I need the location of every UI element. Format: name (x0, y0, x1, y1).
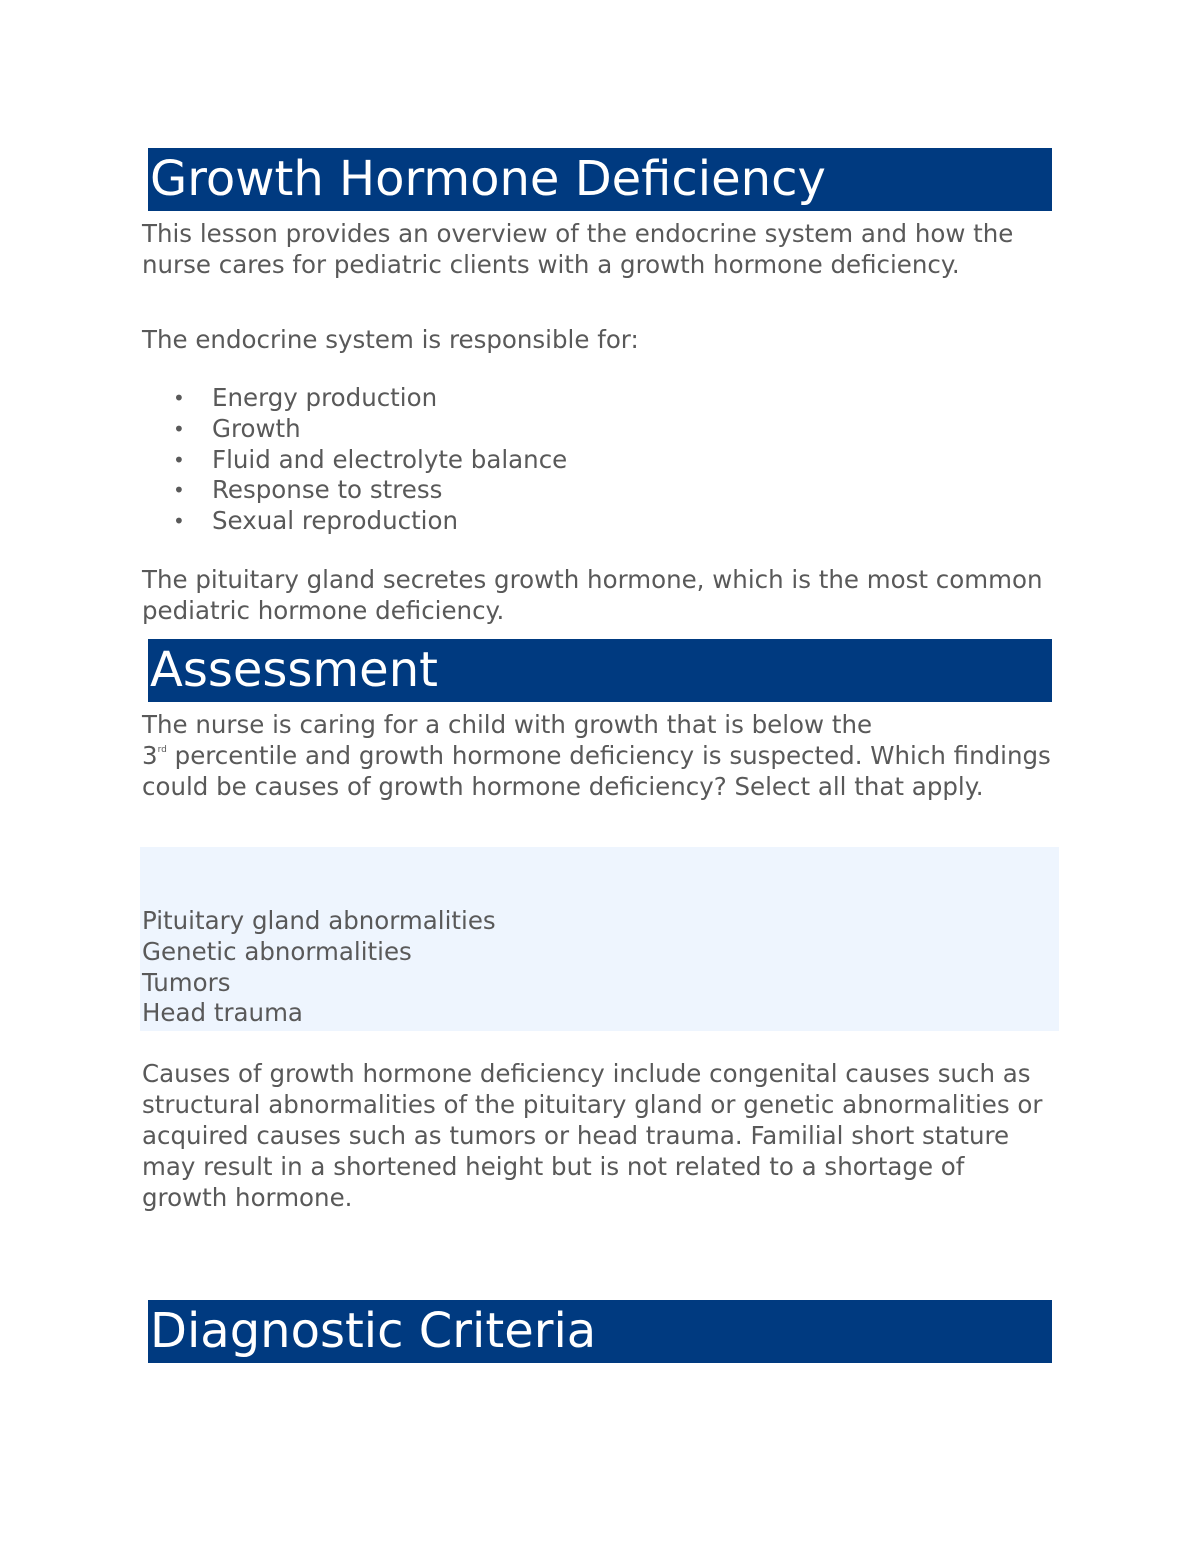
list-item (142, 506, 567, 537)
section-heading-diagnostic-criteria: Diagnostic Criteria (148, 1300, 1052, 1363)
endocrine-functions-list (142, 383, 567, 537)
list-item (142, 414, 567, 445)
question-line-1: The nurse is caring for a child with growth that is below the (142, 710, 873, 739)
section-heading-assessment: Assessment (148, 639, 1052, 702)
assessment-question (142, 709, 1052, 802)
answer-list (142, 906, 496, 1029)
bullet-icon: • (173, 416, 185, 441)
list-item (142, 383, 567, 414)
bullet-icon: • (173, 386, 185, 410)
bullet-icon: • (173, 478, 185, 503)
answer-item: Pituitary gland abnormalities (142, 906, 496, 935)
ordinal-number: 3 (142, 741, 158, 770)
answer-item: Genetic abnormalities (142, 936, 412, 966)
question-rest: percentile and growth hormone deficiency is suspected. Which findings could be causes of growth hormone deficiency? Select all that apply. (142, 741, 1051, 801)
bullet-icon: • (173, 509, 185, 534)
rationale-text: Causes of growth hormone deficiency include congenital causes such as structural abnormalities of the pituitary gland or genetic abnormalities or acquired causes such as tumors or head trauma. Familial short stature may result in a shortened height but is not related to a shortage of growth hormone. (142, 1059, 1043, 1212)
ordinal-suffix: rd (157, 745, 167, 755)
list-item (142, 475, 567, 506)
answer-box (140, 847, 1059, 1031)
list-item-label: Growth (212, 413, 301, 443)
intro-overview-text: This lesson provides an overview of the endocrine system and how the nurse cares for pediatric clients with a growth hormone deficiency. (142, 219, 1014, 279)
answer-item: Head trauma (142, 998, 303, 1028)
pituitary-text: The pituitary gland secretes growth hormone, which is the most common pediatric hormone deficiency. (142, 565, 1043, 625)
list-item-label: Fluid and electrolyte balance (212, 444, 568, 474)
list-item-label: Energy production (212, 383, 438, 412)
bullet-icon: • (173, 447, 185, 472)
list-item-label: Response to stress (212, 475, 443, 505)
list-item (142, 445, 567, 476)
list-item-label: Sexual reproduction (212, 506, 458, 536)
endocrine-responsible-text: The endocrine system is responsible for: (142, 325, 639, 354)
answer-item: Tumors (142, 967, 231, 997)
section-heading-growth-hormone-deficiency: Growth Hormone Deficiency (148, 148, 1052, 211)
